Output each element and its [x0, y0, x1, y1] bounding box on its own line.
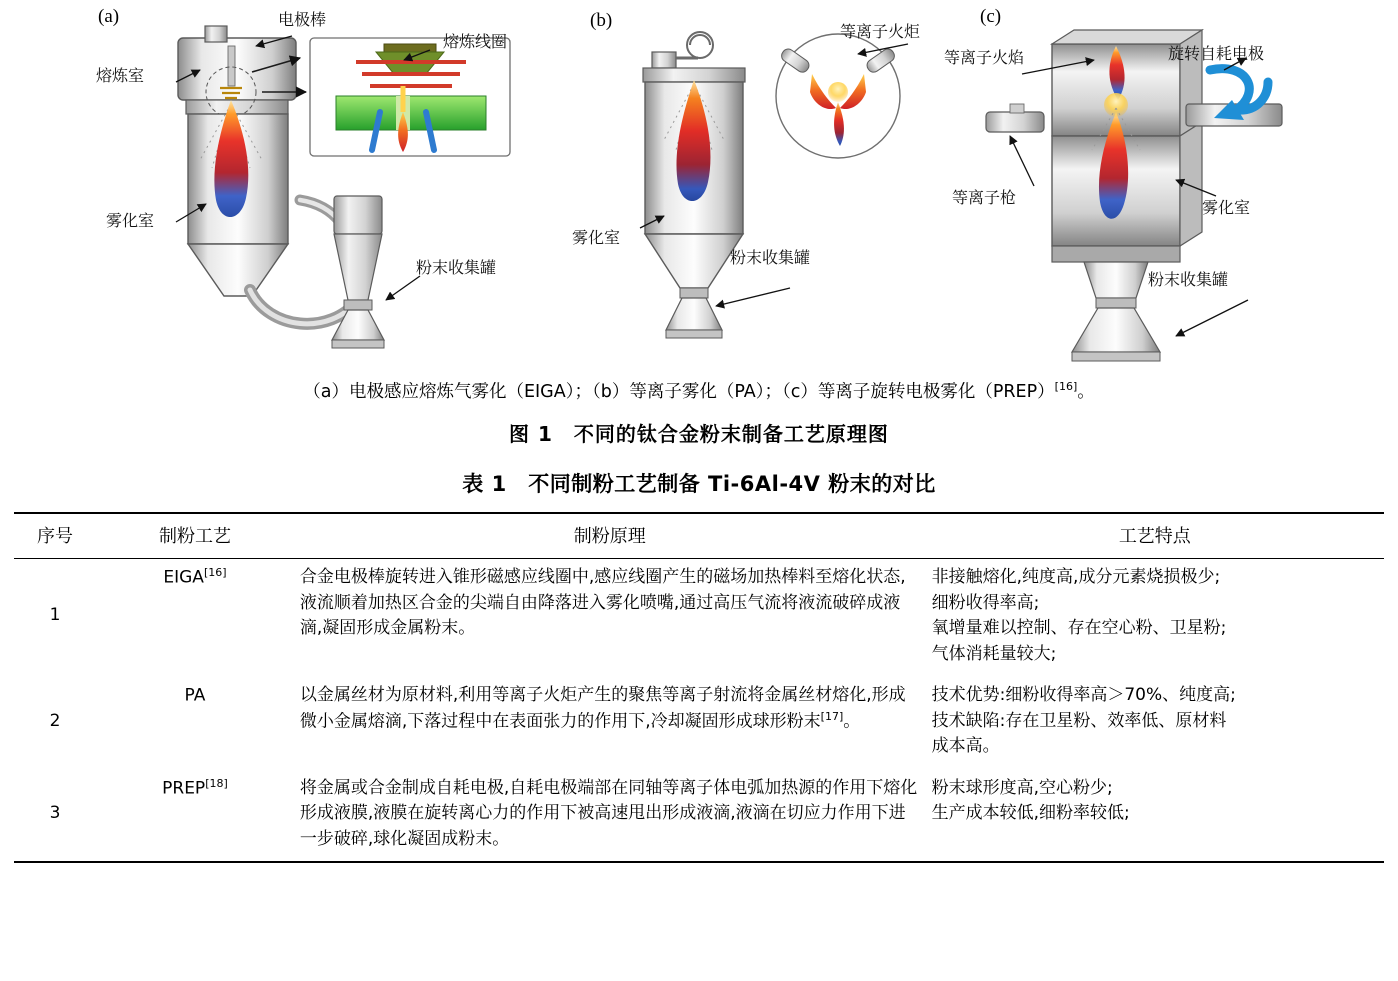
cell-process — [96, 559, 294, 678]
feature-line: 氧增量难以控制、存在空心粉、卫星粉; — [931, 618, 1227, 638]
comparison-table-wrap — [14, 512, 1384, 863]
table-header-row — [14, 513, 1384, 559]
th-process: 制粉工艺 — [158, 526, 231, 547]
cell-features — [926, 677, 1384, 770]
figure-1 — [0, 0, 1398, 372]
table-body — [14, 559, 1384, 863]
feature-line: 生产成本较低,细粉率较低; — [931, 803, 1130, 823]
label-atomizing-chamber-b: 雾化室 — [572, 228, 621, 247]
label-electrode-rod: 电极棒 — [278, 10, 327, 29]
feature-line: 粉末球形度高,空心粉少; — [931, 777, 1113, 798]
label-rotating-electrode: 旋转自耗电极 — [1168, 44, 1265, 63]
cell-process — [96, 677, 294, 770]
figure-caption-text: （a）电极感应熔炼气雾化（EIGA）；（b）等离子雾化（PA）；（c）等离子旋转电极雾化（PREP） — [303, 382, 1055, 402]
label-powder-tank-c: 粉末收集罐 — [1148, 270, 1229, 289]
figure-caption-ref: [16] — [1054, 380, 1078, 394]
label-melting-chamber: 熔炼室 — [96, 66, 145, 85]
cell-process — [96, 770, 294, 863]
label-atomizing-chamber-a: 雾化室 — [106, 211, 155, 230]
panel-label-b: (b) — [590, 10, 613, 31]
process-name: PA — [184, 685, 206, 706]
comparison-table — [14, 512, 1384, 862]
label-plasma-gun: 等离子枪 — [952, 188, 1017, 207]
principle-text: 以金属丝材为原材料,利用等离子火炬产生的聚焦等离子射流将金属丝材熔化,形成微小金属熔滴,下落过程中在表面张力的作用下,冷却凝固形成球形粉末 — [299, 685, 906, 732]
process-ref: [18] — [205, 776, 228, 790]
th-principle: 制粉原理 — [573, 526, 646, 547]
feature-line: 非接触熔化,纯度高,成分元素烧损极少; — [931, 567, 1221, 587]
th-features: 工艺特点 — [1118, 526, 1191, 547]
table-title: 表 1 不同制粉工艺制备 Ti-6Al-4V 粉末的对比 — [462, 472, 936, 496]
feature-line: 技术缺陷:存在卫星粉、效率低、原材料 — [931, 710, 1227, 731]
cell-no: 1 — [49, 605, 61, 626]
figure-caption-end: 。 — [1077, 382, 1095, 402]
cell-principle: 合金电极棒旋转进入锥形磁感应线圈中,感应线圈产生的磁场加热棒料至熔化状态,液流顺着加热区合金的尖端自由降落进入雾化喷嘴,通过高压气流将液流破碎成液滴,凝固形成金属粉末。 — [299, 567, 906, 638]
feature-line: 成本高。 — [931, 736, 1000, 756]
cell-features — [926, 559, 1384, 678]
feature-line: 技术优势:细粉收得率高＞70%、纯度高; — [931, 685, 1236, 705]
process-name: EIGA — [163, 567, 204, 588]
table-row — [14, 559, 1384, 678]
cell-principle: 将金属或合金制成自耗电极,自耗电极端部在同轴等离子体电弧加热源的作用下熔化形成液膜,液膜在旋转离心力的作用下被高速甩出形成液滴,液滴在切应力作用下进一步破碎,球化凝固成粉末。 — [299, 777, 918, 849]
principle-ref: [17] — [820, 709, 844, 723]
process-name: PREP — [162, 778, 206, 799]
table-row — [14, 677, 1384, 770]
cell-principle — [294, 677, 926, 770]
principle-end: 。 — [843, 711, 861, 732]
figure-title: 图 1 不同的钛合金粉末制备工艺原理图 — [509, 422, 889, 446]
cell-no: 3 — [49, 803, 61, 823]
cell-features — [926, 770, 1384, 863]
label-plasma-flame: 等离子火焰 — [944, 48, 1025, 67]
table-row — [14, 770, 1384, 863]
feature-line: 细粉收得率高; — [931, 592, 1040, 613]
process-ref: [16] — [203, 566, 227, 579]
th-no: 序号 — [37, 526, 74, 547]
cell-no: 2 — [49, 710, 61, 731]
label-powder-tank-a: 粉末收集罐 — [416, 258, 497, 277]
panel-label-c: (c) — [980, 6, 1002, 27]
feature-line: 气体消耗量较大; — [931, 643, 1057, 664]
label-powder-tank-b: 粉末收集罐 — [730, 248, 811, 267]
label-melting-coil: 熔炼线圈 — [443, 32, 508, 51]
figure-caption — [0, 378, 1398, 403]
label-atomizing-chamber-c: 雾化室 — [1202, 198, 1251, 217]
table-bottom-rule — [14, 861, 1384, 863]
table-head — [14, 513, 1384, 559]
panel-label-a: (a) — [98, 6, 120, 27]
label-plasma-torch: 等离子火炬 — [840, 22, 921, 41]
